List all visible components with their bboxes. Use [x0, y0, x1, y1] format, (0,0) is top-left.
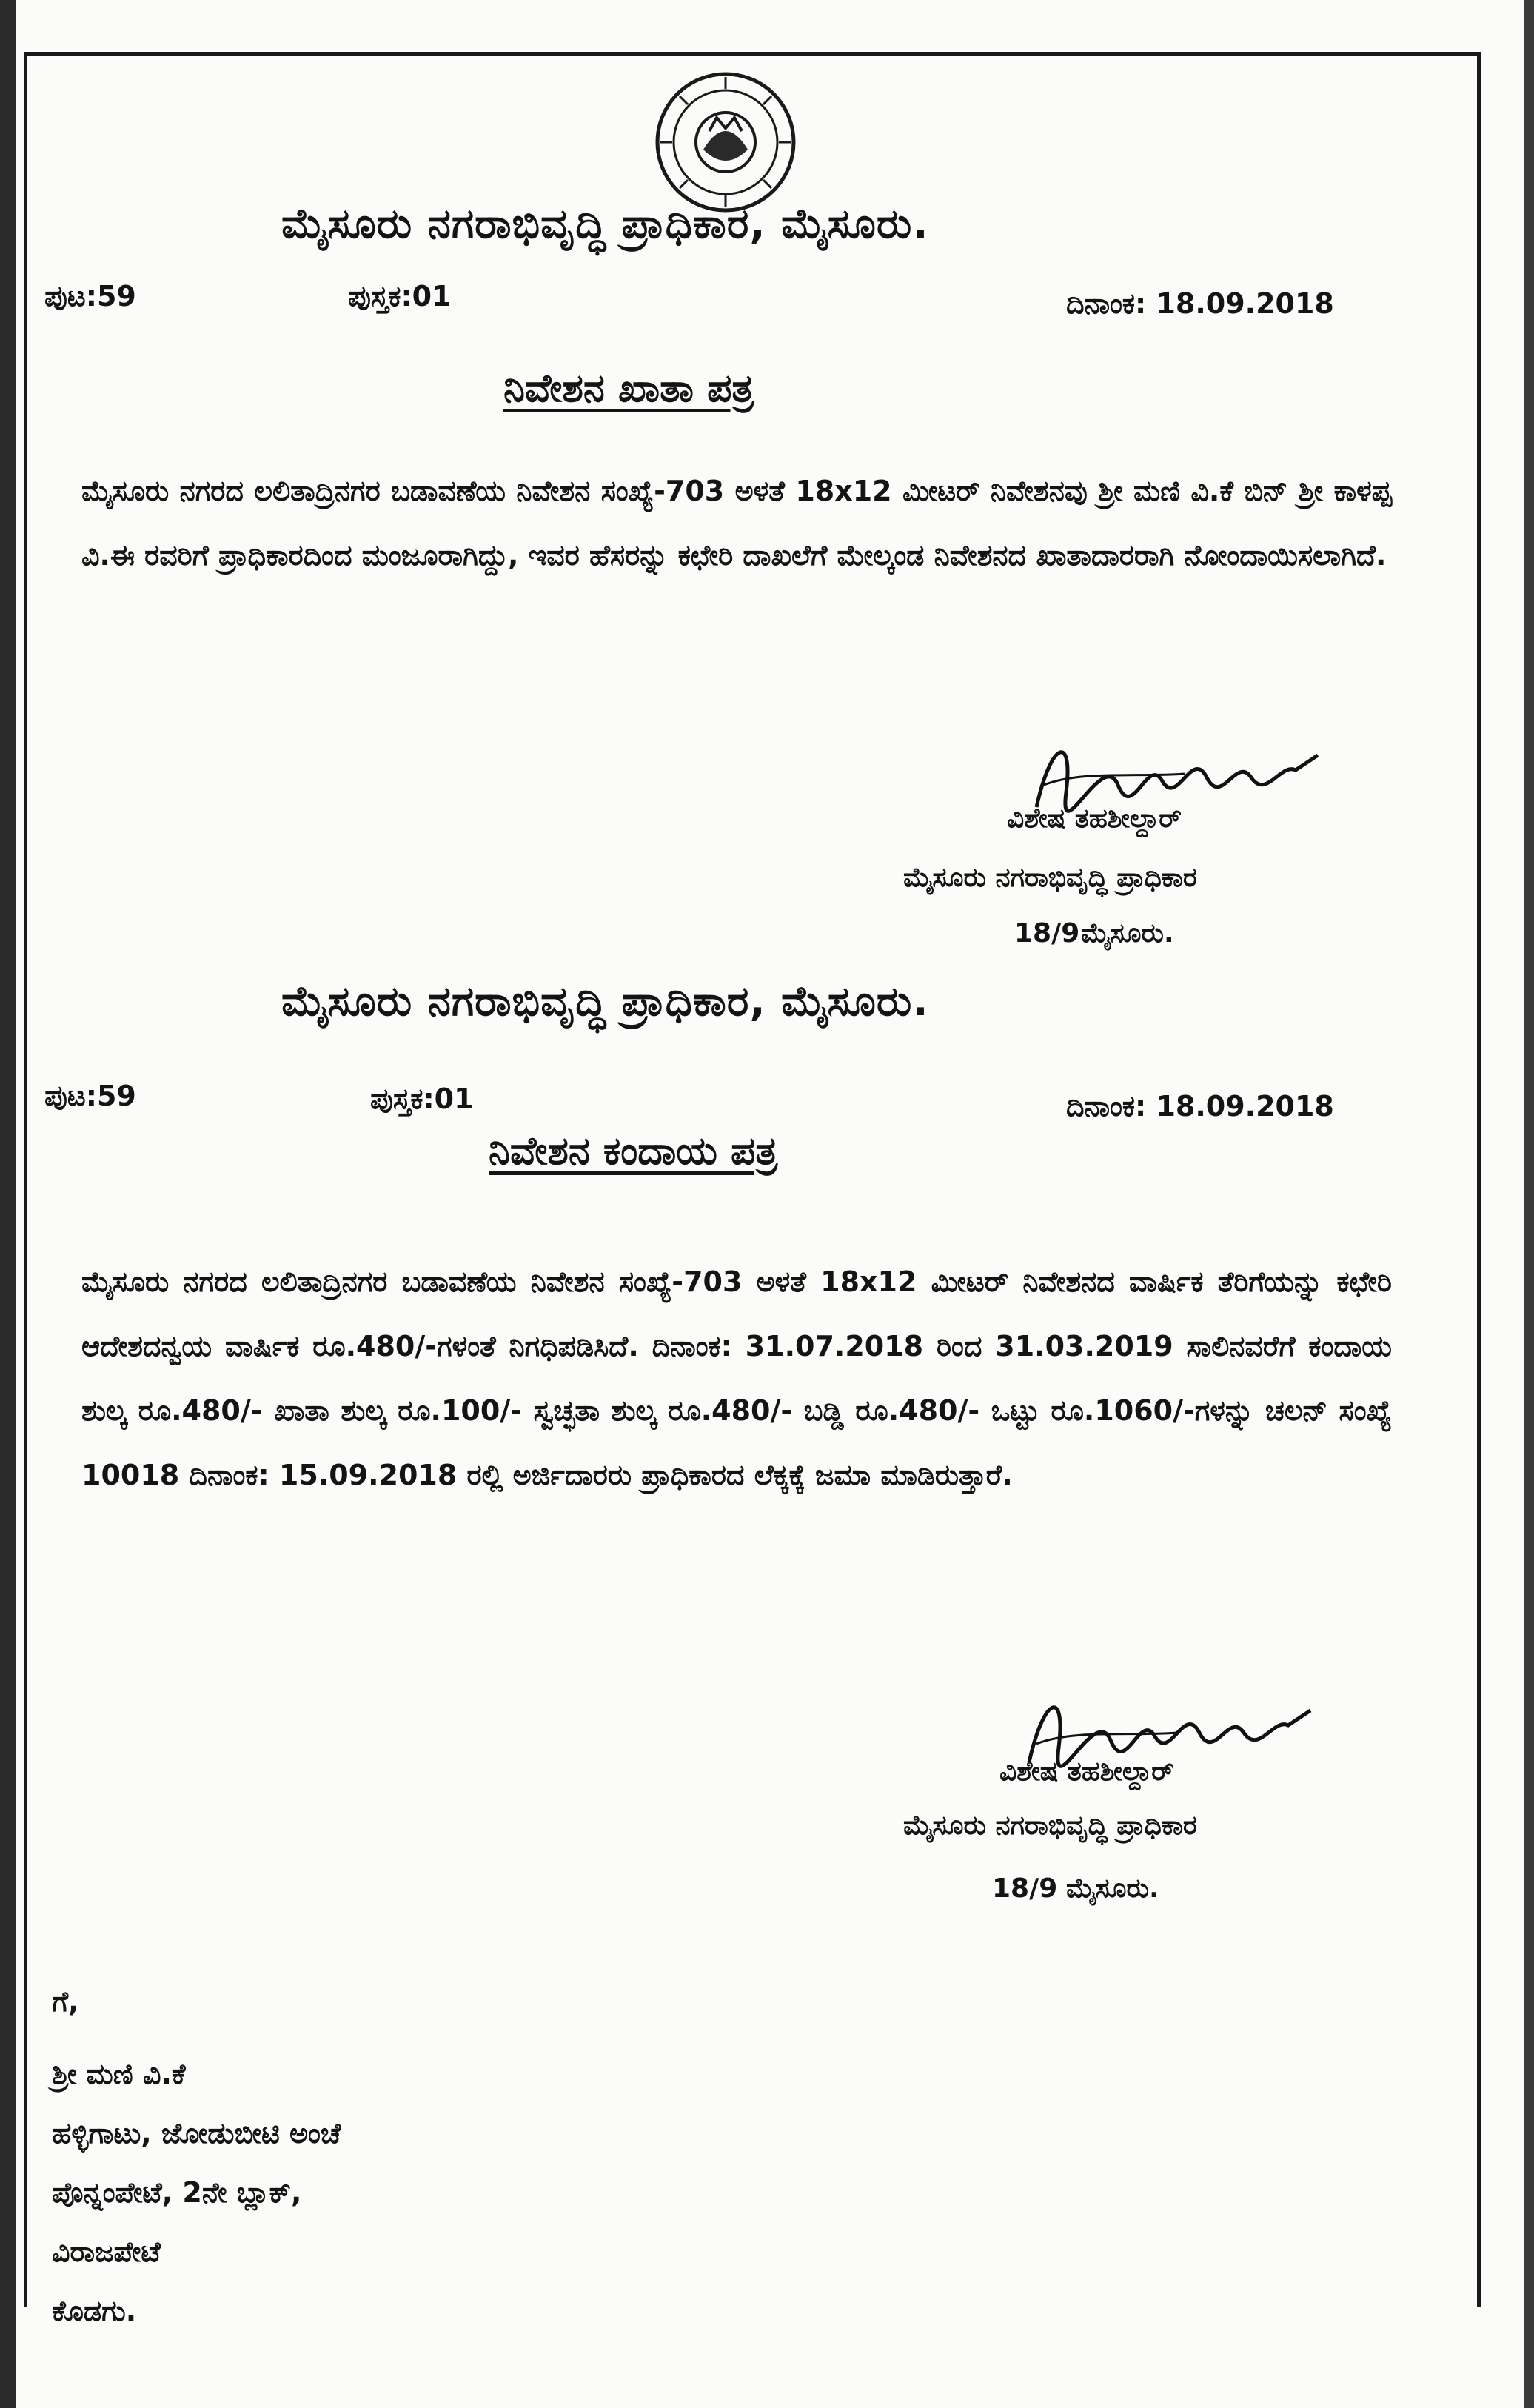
document-title: ನಿವೇಶನ ಖಾತಾ ಪತ್ರ: [503, 367, 754, 411]
addressee-line: ಕೊಡಗು.: [52, 2295, 137, 2327]
signatory-organization: ಮೈಸೂರು ನಗರಾಭಿವೃದ್ಧಿ ಪ್ರಾಧಿಕಾರ: [903, 863, 1197, 893]
document-title-2: ನಿವೇಶನ ಕಂದಾಯ ಪತ್ರ: [489, 1129, 778, 1174]
body-paragraph-2: ಮೈಸೂರು ನಗರದ ಲಲಿತಾದ್ರಿನಗರ ಬಡಾವಣೆಯ ನಿವೇಶನ ಸಂಖ್ಯೆ-703 ಅಳತೆ 18x12 ಮೀಟರ್ ನಿವೇಶನದ ವಾರ್ಷಿಕ ತೆರಿಗೆಯನ್ನು ಕಛೇರಿ ಆದೇಶದನ್ವಯ ವಾರ್ಷಿಕ ರೂ.480/-ಗಳಂತೆ ನಿಗಧಿಪಡಿಸಿದೆ. ದಿನಾಂಕ: 31.07.2018 ರಿಂದ 31.03.2019 ಸಾಲಿನವರೆಗೆ ಕಂದಾಯ ಶುಲ್ಕ ರೂ.480/- ಖಾತಾ ಶುಲ್ಕ ರೂ.100/- ಸ್ವಚ್ಛತಾ ಶುಲ್ಕ ರೂ.480/- ಬಡ್ಡಿ ರೂ.480/- ಒಟ್ಟು ರೂ.1060/-ಗಳನ್ನು ಚಲನ್ ಸಂಖ್ಯೆ 10018 ದಿನಾಂಕ: 15.09.2018 ರಲ್ಲಿ ಅರ್ಜಿದಾರರು ಪ್ರಾಧಿಕಾರದ ಲೆಕ್ಕಕ್ಕೆ ಜಮಾ ಮಾಡಿರುತ್ತಾರೆ.: [81, 1265, 1392, 1491]
addressee-line: ಪೊನ್ನಂಪೇಟೆ, 2ನೇ ಬ್ಲಾಕ್,: [52, 2176, 302, 2209]
official-seal-icon: [652, 68, 800, 216]
signatory-organization-2: ಮೈಸೂರು ನಗರಾಭಿವೃದ್ಧಿ ಪ್ರಾಧಿಕಾರ: [903, 1810, 1197, 1841]
book-number: ಪುಸ್ತಕ:01: [348, 280, 452, 312]
book-number-2: ಪುಸ್ತಕ:01: [370, 1083, 474, 1115]
addressee-line: ಹಳ್ಳಿಗಾಟು, ಜೋಡುಬೀಟಿ ಅಂಚೆ: [52, 2117, 341, 2150]
scan-shadow-right: [1524, 0, 1534, 2408]
organization-heading: ಮೈಸೂರು ನಗರಾಭಿವೃದ್ಧಿ ಪ್ರಾಧಿಕಾರ, ಮೈಸೂರು.: [281, 200, 929, 248]
signature-date-2: 18/9: [992, 1873, 1058, 1904]
document-date: ದಿನಾಂಕ: 18.09.2018: [1066, 287, 1334, 320]
addressee-line: ಶ್ರೀ ಮಣಿ ವಿ.ಕೆ: [52, 2058, 186, 2090]
scan-shadow-left: [0, 0, 16, 2408]
addressee-salutation: ಗೆ,: [52, 1985, 79, 2018]
addressee-line: ವಿರಾಜಪೇಟೆ: [52, 2235, 161, 2268]
signatory-place-2: ಮೈಸೂರು.: [1066, 1873, 1159, 1904]
document-date-2: ದಿನಾಂಕ: 18.09.2018: [1066, 1090, 1334, 1123]
organization-heading-2: ಮೈಸೂರು ನಗರಾಭಿವೃದ್ಧಿ ಪ್ರಾಧಿಕಾರ, ಮೈಸೂರು.: [281, 977, 929, 1026]
signatory-place: ಮೈಸೂರು.: [1081, 918, 1174, 949]
signatory-title: ವಿಶೇಷ ತಹಶೀಲ್ದಾರ್: [1007, 803, 1182, 834]
body-paragraph: ಮೈಸೂರು ನಗರದ ಲಲಿತಾದ್ರಿನಗರ ಬಡಾವಣೆಯ ನಿವೇಶನ ಸಂಖ್ಯೆ-703 ಅಳತೆ 18x12 ಮೀಟರ್ ನಿವೇಶನವು ಶ್ರೀ ಮಣಿ ವಿ.ಕೆ ಬಿನ್ ಶ್ರೀ ಕಾಳಪ್ಪ ವಿ.ಈ ರವರಿಗೆ ಪ್ರಾಧಿಕಾರದಿಂದ ಮಂಜೂರಾಗಿದ್ದು, ಇವರ ಹೆಸರನ್ನು ಕಛೇರಿ ದಾಖಲೆಗೆ ಮೇಲ್ಕಂಡ ನಿವೇಶನದ ಖಾತಾದಾರರಾಗಿ ನೋಂದಾಯಿಸಲಾಗಿದೆ.: [81, 475, 1392, 572]
page-number-2: ಪುಟ:59: [44, 1080, 136, 1112]
signatory-title-2: ವಿಶೇಷ ತಹಶೀಲ್ದಾರ್: [999, 1756, 1174, 1787]
signature-date: 18/9: [1014, 918, 1080, 949]
page-number: ಪುಟ:59: [44, 280, 136, 312]
